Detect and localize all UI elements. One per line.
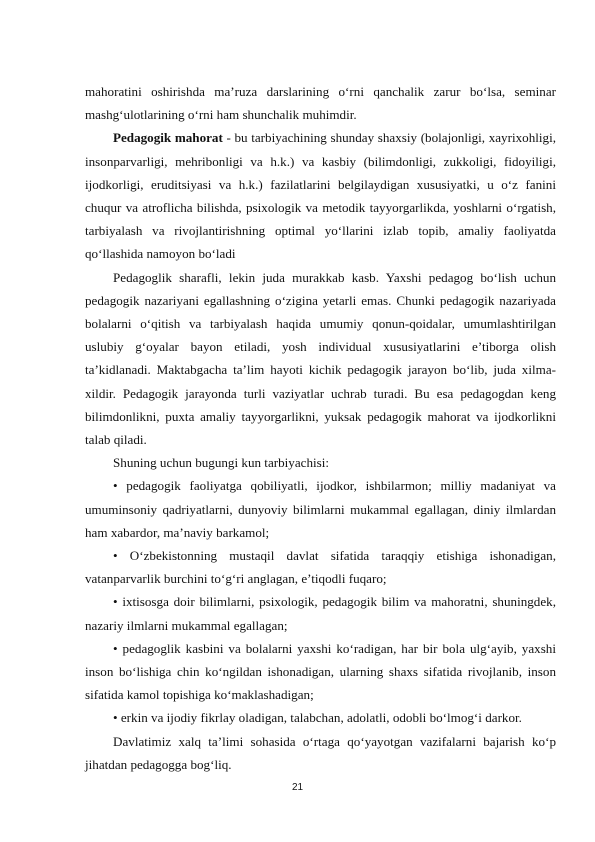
bullet-item-3: • ixtisosga doir bilimlarni, psixologik, pedagogik bilim va mahoratni, shuningdek, nazariy ilmlarni mukammal egallagan;: [85, 594, 556, 633]
paragraph-pedagoglik: Pedagoglik sharafli, lekin juda murakkab kasb. Yaxshi pedagog bo‘lish uchun pedagogik nazariyani egallashning o‘zigina yetarli emas. Chunki pedagogik nazariyada bolalarni o‘qitish va tarbiyalash haqida umumiy qonun-qoidalar, umumlashtirilgan uslubiy g‘oyalar bayon etiladi, yosh individual xususiyatlarini e’tiborga olish ta’kidlanadi. Maktabgacha ta’lim hayoti kichik pedagogik jarayon bo‘lib, juda xilma-xildir. Pedagogik jarayonda turli vaziyatlar uchrab turadi. Bu esa pedagogdan keng bilimdonlikni, puxta amaliy tayyorgarlikni, yuksak pedagogik mahorat va ijodkorlikni talab qiladi.: [85, 269, 556, 448]
document-page: [85, 80, 556, 776]
paragraph-davlatimiz: Davlatimiz xalq ta’limi sohasida o‘rtaga qo‘yayotgan vazifalarni bajarish ko‘p jihatdan pedagogga bog‘liq.: [85, 733, 556, 772]
bullet-item-5: • erkin va ijodiy fikrlay oladigan, talabchan, adolatli, odobli bo‘lmog‘i darkor.: [113, 710, 522, 726]
paragraph-pedagogik-mahorat: [85, 126, 556, 265]
definition-text: - bu tarbiyachining shunday shaxsiy (bolajonligi, xayrixohligi, insonparvarligi, mehribonligi va h.k.) va kasbiy (bilimdonligi, zukkoligi, fidoyiligi, ijodkorligi, eruditsiyasi va h.k.) fazilatlarini belgilaydigan xususiyatki, u o‘z fanini chuqur va atroflicha bilishda, psixologik va metodik tayyorgarlikda, yoshlarni o‘rgatish, tarbiyalash va rivojlantirishning optimal yo‘llarini izlab topib, amaliy faoliyatda qo‘llashida namoyon bo‘ladi: [85, 130, 556, 262]
page-number: 21: [291, 782, 304, 793]
term-pedagogik-mahorat: Pedagogik mahorat: [113, 130, 223, 146]
bullet-item-2: • O‘zbekistonning mustaqil davlat sifatida taraqqiy etishiga ishonadigan, vatanparvarlik burchini to‘g‘ri anglagan, e’tiqodli fuqaro;: [85, 548, 556, 587]
bullet-item-1: • pedagogik faoliyatga qobiliyatli, ijodkor, ishbilarmon; milliy madaniyat va umuminsoniy qadriyatlarni, dunyoviy bilimlarni mukammal egallagan, diniy ilmlardan ham xabardor, ma’naviy barkamol;: [85, 478, 556, 540]
paragraph-intro: mahoratini oshirishda ma’ruza darslarining o‘rni qanchalik zarur bo‘lsa, seminar mashg‘ulotlarining o‘rni ham shunchalik muhimdir.: [85, 84, 556, 123]
paragraph-shuning-uchun: Shuning uchun bugungi kun tarbiyachisi:: [113, 455, 330, 471]
bullet-item-4: • pedagoglik kasbini va bolalarni yaxshi ko‘radigan, har bir bola ulg‘ayib, yaxshi inson bo‘lishiga chin ko‘ngildan ishonadigan, ularning shaxs sifatida rivojlanib, inson sifatida kamol topishiga ko‘maklashadigan;: [85, 640, 556, 703]
